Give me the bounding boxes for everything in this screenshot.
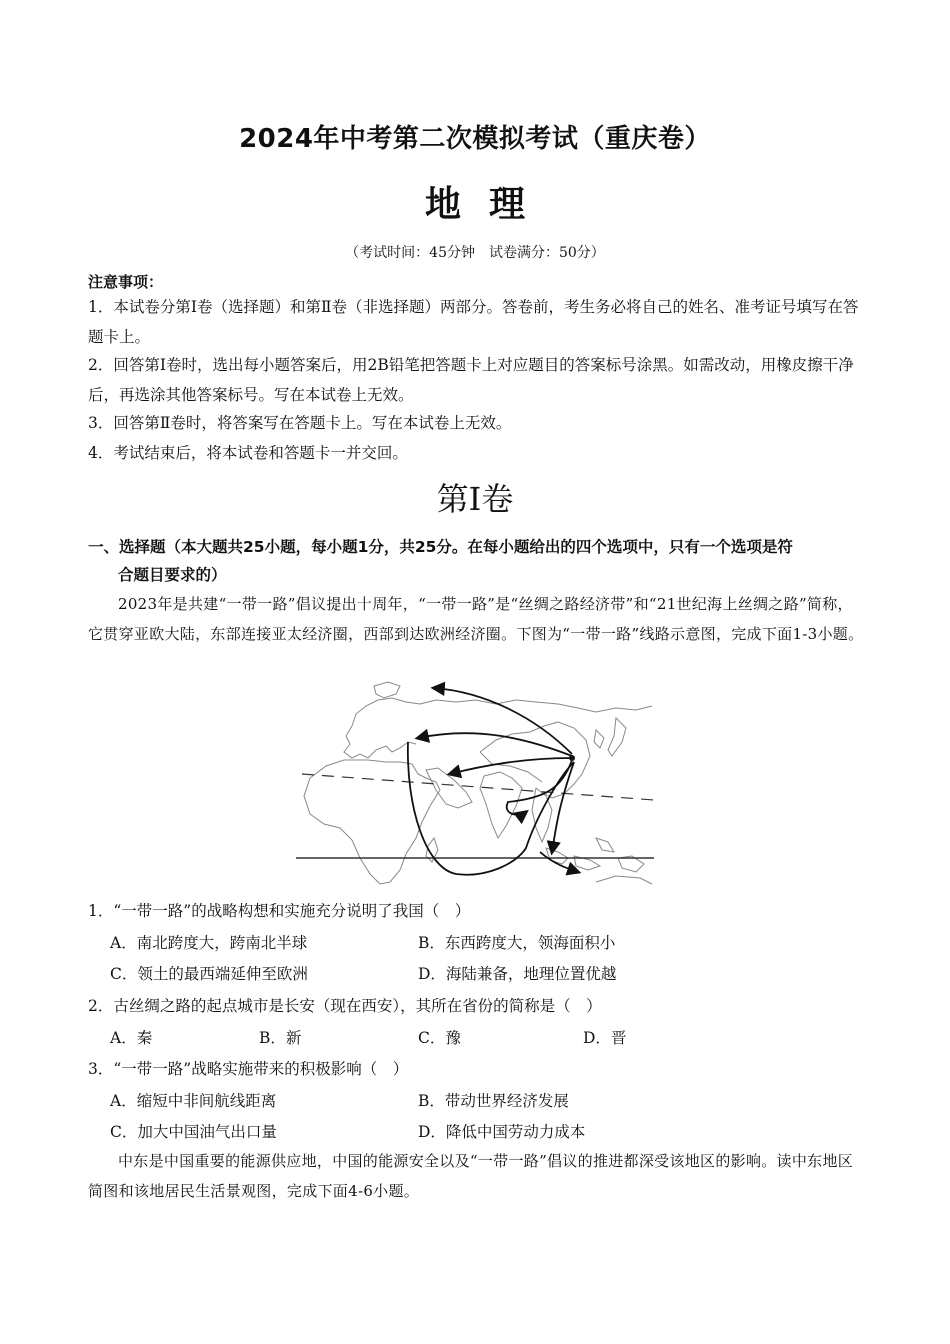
intro-paragraph-1: 2023年是共建“一带一路”倡议提出十周年，“一带一路”是“丝绸之路经济带”和“21世纪海上丝绸之路”简称，它贯穿亚欧大陆，东部连接亚太经济圈，西部到达欧洲经济圈。下图为“一带一路”线路示意图，完成下面1-3小题。 <box>88 595 864 643</box>
subject-title: 地理 <box>424 184 553 225</box>
notes-heading: 注意事项： <box>88 273 164 291</box>
tropic-line <box>302 774 654 800</box>
question-2-option-a: A．秦 <box>110 1029 153 1047</box>
section-title <box>88 533 868 589</box>
exam-info: （考试时间：45分钟 试卷满分：50分） <box>345 245 605 261</box>
question-3-option-d: D．降低中国劳动力成本 <box>418 1123 586 1141</box>
question-1-option-d: D．海陆兼备，地理位置优越 <box>418 965 617 983</box>
note-item-1: 1．本试卷分第Ⅰ卷（选择题）和第Ⅱ卷（非选择题）两部分。答卷前，考生务必将自己的姓名、准考证号填写在答题卡上。 <box>88 298 859 346</box>
belt-and-road-map <box>296 678 654 886</box>
note-item-4: 4．考试结束后，将本试卷和答题卡一并交回。 <box>88 444 408 462</box>
question-3-stem: 3．“一带一路”战略实施带来的积极影响（ ） <box>88 1060 409 1078</box>
question-3-option-a: A．缩短中非间航线距离 <box>110 1092 277 1110</box>
route-silk-road-north <box>434 688 572 754</box>
question-1-stem: 1．“一带一路”的战略构想和实施充分说明了我国（ ） <box>88 902 471 920</box>
route-maritime-oceania <box>540 852 578 872</box>
section-title-line2: 合题目要求的） <box>118 566 227 584</box>
part-title: 第Ⅰ卷 <box>436 480 514 518</box>
question-3-option-c: C．加大中国油气出口量 <box>110 1123 277 1141</box>
question-2-option-d: D．晋 <box>583 1029 627 1047</box>
question-1-option-c: C．领土的最西端延伸至欧洲 <box>110 965 308 983</box>
continent-outlines <box>304 682 652 884</box>
note-item-3: 3．回答第Ⅱ卷时，将答案写在答题卡上。写在本试卷上无效。 <box>88 414 512 432</box>
intro-paragraph-2: 中东是中国重要的能源供应地，中国的能源安全以及“一带一路”倡议的推进都深受该地区的影响。读中东地区简图和该地居民生活景观图，完成下面4-6小题。 <box>88 1152 854 1200</box>
section-title-line1: 一、选择题（本大题共25小题，每小题1分，共25分。在每小题给出的四个选项中，只有一个选项是符 <box>88 538 793 556</box>
route-silk-road-central <box>418 733 572 756</box>
question-1-option-a: A．南北跨度大，跨南北半球 <box>110 934 308 952</box>
question-2-stem: 2．古丝绸之路的起点城市是长安（现在西安），其所在省份的简称是（ ） <box>88 997 602 1015</box>
origin-point <box>569 755 575 761</box>
route-maritime-africa <box>408 742 574 875</box>
question-2-option-c: C．豫 <box>418 1029 461 1047</box>
exam-title: 2024年中考第二次模拟考试（重庆卷） <box>239 124 711 154</box>
question-1-option-b: B．东西跨度大，领海面积小 <box>418 934 616 952</box>
question-3-option-b: B．带动世界经济发展 <box>418 1092 569 1110</box>
note-item-2: 2．回答第Ⅰ卷时，选出每小题答案后，用2B铅笔把答题卡上对应题目的答案标号涂黑。如需改动，用橡皮擦干净后，再选涂其他答案标号。写在本试卷上无效。 <box>88 356 854 404</box>
question-2-option-b: B．新 <box>259 1029 302 1047</box>
